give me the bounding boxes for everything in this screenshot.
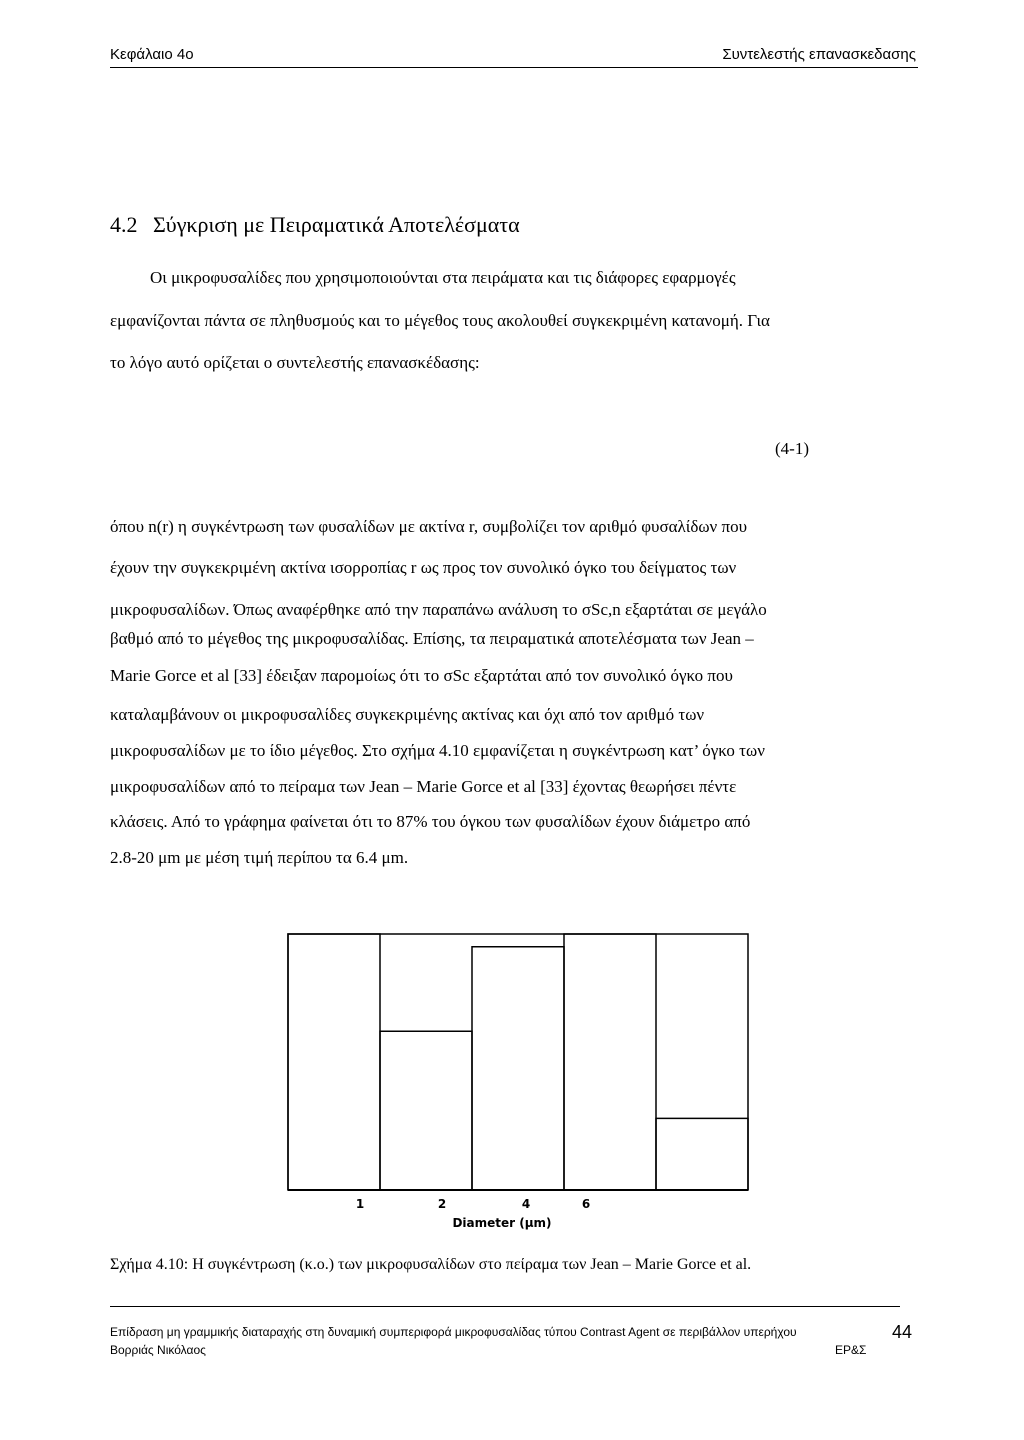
paragraph1-line: Οι μικροφυσαλίδες που χρησιμοποιούνται στα πειράματα και τις διάφορες εφαρμογές	[150, 268, 736, 287]
chart-bar	[472, 947, 564, 1190]
footer-author: Βορριάς Νικόλαος	[110, 1343, 206, 1357]
paragraph2-line: μικροφυσαλίδων. Όπως αναφέρθηκε από την παραπάνω ανάλυση το σSc,n εξαρτάται σε μεγάλο	[110, 600, 767, 619]
chart-bar	[656, 1118, 748, 1190]
caption-label: Σχήμα 4.10:	[110, 1256, 189, 1273]
caption-text: Η συγκέντρωση (κ.ο.) των μικροφυσαλίδων στο πείραμα των Jean – Marie Gorce et al.	[188, 1256, 752, 1273]
chart-bar	[564, 934, 656, 1190]
header-section-title: Συντελεστής επανασκεδασης	[722, 46, 916, 63]
page-number: 44	[892, 1322, 913, 1342]
chart-bars	[288, 934, 748, 1190]
x-tick-labels	[356, 1197, 590, 1211]
section-heading	[110, 212, 520, 238]
footer-dept: ΕΡ&Σ	[835, 1343, 867, 1357]
chart-bar	[380, 1031, 472, 1190]
x-tick-label: 4	[521, 1197, 531, 1211]
chart-bar	[288, 934, 380, 1190]
paragraph1-line: εμφανίζονται πάντα σε πληθυσμούς και το μέγεθος τους ακολουθεί συγκεκριμένη κατανομή. Για	[110, 311, 770, 330]
header-chapter: Κεφάλαιο 4ο	[110, 46, 194, 63]
equation-number: (4-1)	[775, 439, 809, 458]
paragraph2-line: καταλαμβάνουν οι μικροφυσαλίδες συγκεκριμένης ακτίνας και όχι από τον αριθμό των	[110, 705, 705, 724]
paragraph1-line: το λόγο αυτό ορίζεται ο συντελεστής επανασκέδασης:	[110, 353, 480, 372]
paragraph2-line: βαθμό από το μέγεθος της μικροφυσαλίδας. Επίσης, τα πειραματικά αποτελέσματα των Jean –	[110, 629, 754, 648]
x-tick-label: 6	[581, 1197, 591, 1211]
footer-title: Επίδραση μη γραμμικής διαταραχής στη δυναμική συμπεριφορά μικροφυσαλίδας τύπου Contrast Agent σε περιβάλλον υπερήχου	[110, 1325, 797, 1339]
x-tick-label: 1	[355, 1197, 365, 1211]
paragraph2-line: Marie Gorce et al [33] έδειξαν παρομοίως ότι το σSc εξαρτάται από τον συνολικό όγκο που	[110, 666, 733, 685]
section-number: 4.2	[110, 212, 138, 237]
paragraph2-line: 2.8-20 μm με μέση τιμή περίπου τα 6.4 μm.	[110, 848, 409, 867]
x-tick-label: 2	[437, 1197, 447, 1211]
figure-caption	[110, 1256, 751, 1274]
header-rule	[110, 67, 918, 68]
footer-rule	[110, 1306, 900, 1307]
paragraph2-line: κλάσεις. Από το γράφημα φαίνεται ότι το 87% του όγκου των φυσαλίδων έχουν διάμετρο από	[110, 812, 751, 831]
section-title: Σύγκριση με Πειραματικά Αποτελέσματα	[153, 212, 520, 237]
paragraph2-line: μικροφυσαλίδων από το πείραμα των Jean – Marie Gorce et al [33] έχοντας θεωρήσει πέντε	[110, 777, 737, 796]
x-axis-label: Diameter (μm)	[452, 1216, 552, 1230]
paragraph2-line: όπου n(r) η συγκέντρωση των φυσαλίδων με ακτίνα r, συμβολίζει τον αριθμό φυσαλίδων που	[110, 517, 747, 536]
volume-concentration-chart	[280, 928, 760, 1238]
chart-frame	[288, 934, 748, 1190]
paragraph2-line: έχουν την συγκεκριμένη ακτίνα ισορροπίας r ως προς τον συνολικό όγκο του δείγματος των	[110, 558, 737, 577]
paragraph2-line: μικροφυσαλίδων με το ίδιο μέγεθος. Στο σχήμα 4.10 εμφανίζεται η συγκέντρωση κατ’ όγκο των	[110, 741, 765, 760]
